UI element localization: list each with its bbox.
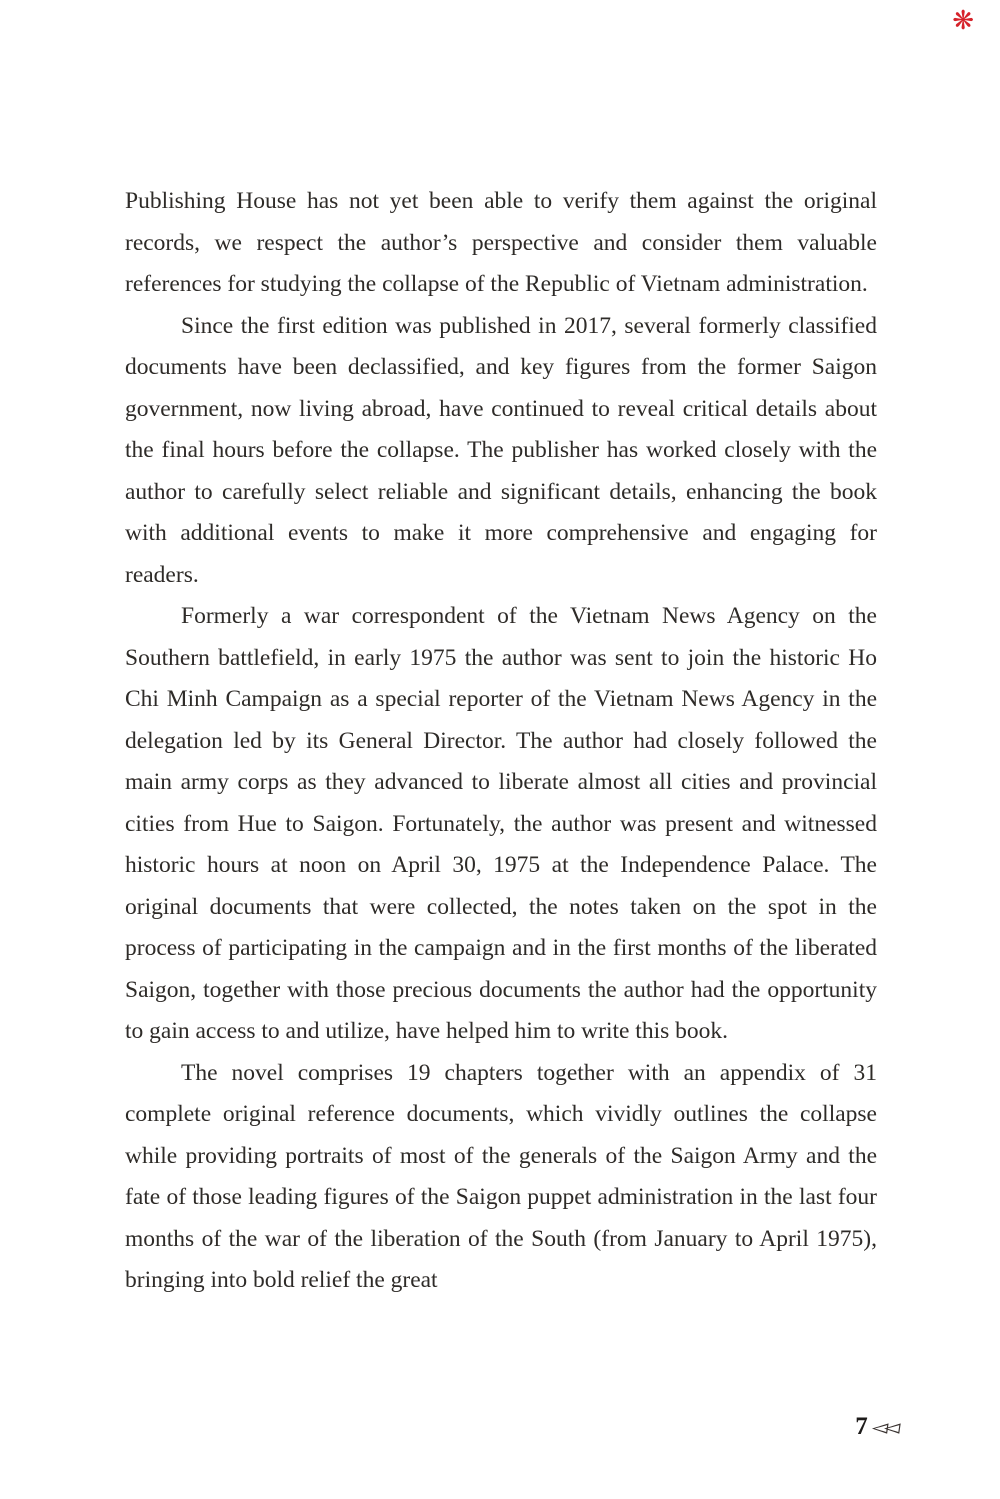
page-arrow-marks-icon: ◅◅: [870, 1415, 898, 1439]
paragraph: Formerly a war correspondent of the Vietnam News Agency on the Southern battlefield, in early 1975 the author was sent to join the historic Ho Chi Minh Campaign as a special reporter of the Vietnam News Agency in the delegation led by its General Director. The author had closely followed the main army corps as they advanced to liberate almost all cities and provincial cities from Hue to Saigon. Fortunately, the author was present and witnessed historic hours at noon on April 30, 1975 at the Independence Palace. The original documents that were collected, the notes taken on the spot in the process of participating in the campaign and in the first months of the liberated Saigon, together with those precious documents the author had the opportunity to gain access to and utilize, have helped him to write this book.: [125, 603, 877, 1044]
paragraph: Since the first edition was published in 2017, several formerly classified documents have been declassified, and key figures from the former Saigon government, now living abroad, have continued to reveal critical details about the final hours before the collapse. The publisher has worked closely with the author to carefully select reliable and significant details, enhancing the book with additional events to make it more comprehensive and engaging for readers.: [125, 312, 877, 588]
paragraph: The novel comprises 19 chapters together with an appendix of 31 complete original reference documents, which vividly outlines the collapse while providing portraits of most of the generals of the Saigon Army and the fate of those leading figures of the Saigon puppet administration in the last four months of the war of the liberation of the South (from January to April 1975), bringing into bold relief the great: [125, 1059, 877, 1293]
page-footer: [855, 1412, 896, 1442]
page-text: [125, 181, 877, 1302]
paragraph: Publishing House has not yet been able to verify them against the original records, we respect the author’s perspective and consider them valuable references for studying the collapse of the Republic of Vietnam administration.: [125, 188, 877, 297]
flower-ornament-icon: ❋: [952, 6, 974, 35]
page-number: 7: [855, 1413, 869, 1440]
